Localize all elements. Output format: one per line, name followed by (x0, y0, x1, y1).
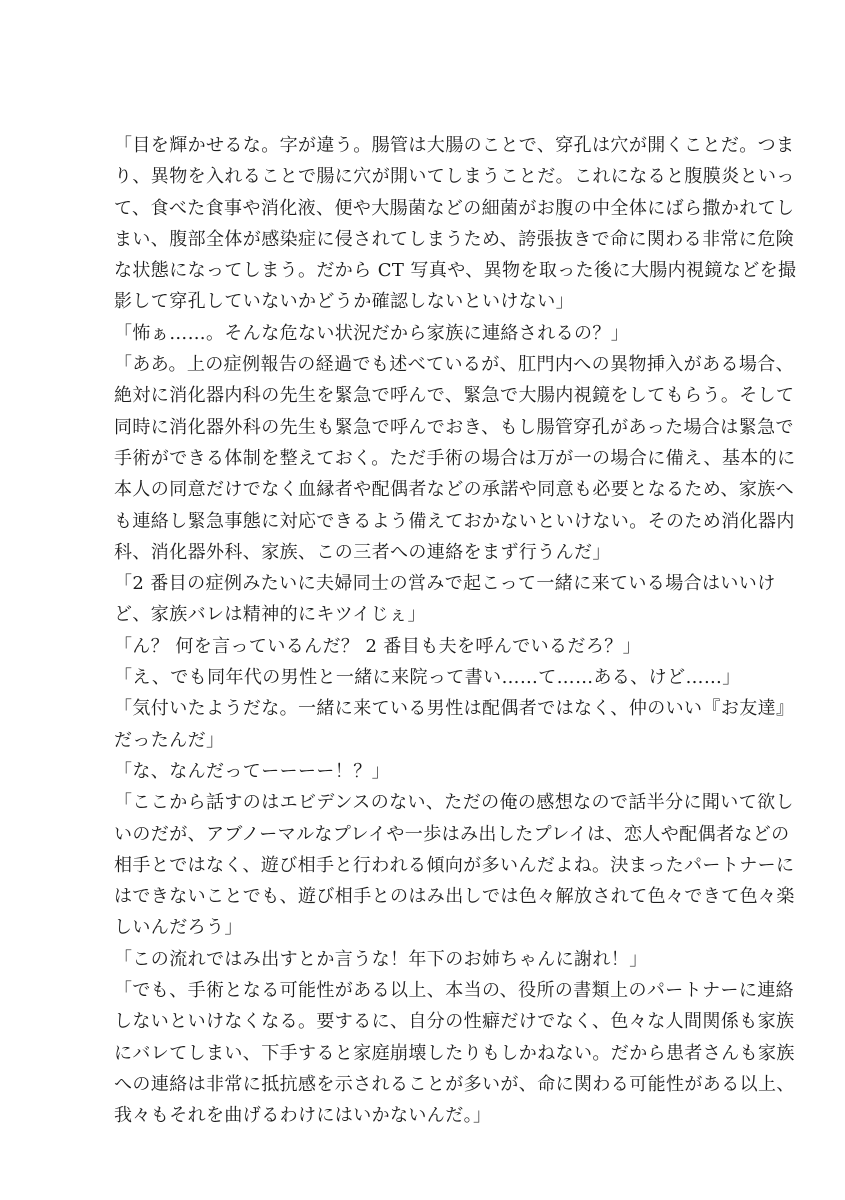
text-line: 「ああ。上の症例報告の経過でも述べているが、肛門内への異物挿入がある場合、 (114, 354, 795, 376)
text-line: 「な、なんだってーーーー！？」 (114, 760, 390, 782)
text-line: 「え、でも同年代の男性と一緒に来院って書い……て……ある、けど……」 (114, 667, 741, 689)
text-line: 同時に消化器外科の先生も緊急で呼んでおき、もし腸管穿孔があった場合は緊急で (114, 416, 794, 438)
text-line: しいんだろう」 (114, 917, 243, 939)
text-line: 「気付いたようだな。一緒に来ている男性は配偶者ではなく、仲のいい『お友達』 (114, 698, 795, 720)
text-line: 絶対に消化器内科の先生を緊急で呼んで、緊急で大腸内視鏡をしてもらう。そして (114, 385, 795, 407)
text-line: だったんだ」 (114, 729, 225, 751)
text-line: いのだが、アブノーマルなプレイや一歩はみ出したプレイは、恋人や配偶者などの (114, 823, 790, 845)
text-line: 影して穿孔していないかどうか確認しないといけない」 (114, 291, 574, 313)
body-text (114, 130, 797, 1132)
text-line: 「怖ぁ……。そんな危ない状況だから家族に連絡されるの？」 (114, 322, 630, 344)
text-line: 本人の同意だけでなく血縁者や配偶者などの承諾や同意も必要となるため、家族へ (114, 479, 795, 501)
text-line: まい、腹部全体が感染症に侵されてしまうため、誇張抜きで命に関わる非常に危険 (114, 228, 795, 250)
text-line: 「2 番目の症例みたいに夫婦同士の営みで起こって一緒に来ている場合はいいけ (114, 573, 776, 595)
text-line: 「ここから話すのはエビデンスのない、ただの俺の感想なので話半分に聞いて欲し (114, 792, 794, 814)
text-line: 「ん？ 何を言っているんだ？ 2 番目も夫を呼んでいるだろ？」 (114, 635, 642, 657)
text-line: 科、消化器外科、家族、この三者への連絡をまず行うんだ」 (114, 541, 611, 563)
text-line: ど、家族バレは精神的にキツイじぇ」 (114, 604, 426, 626)
text-line: な状態になってしまう。だから CT 写真や、異物を取った後に大腸内視鏡などを撮 (114, 260, 797, 282)
text-line: り、異物を入れることで腸に穴が開いてしまうことだ。これになると腹膜炎といっ (114, 166, 795, 188)
text-line: しないといけなくなる。要するに、自分の性癖だけでなく、色々な人間関係も家族 (114, 1011, 795, 1033)
text-line: への連絡は非常に抵抗感を示されることが多いが、命に関わる可能性がある以上、 (114, 1073, 795, 1095)
text-line: も連絡し緊急事態に対応できるよう備えておかないといけない。そのため消化器内 (114, 510, 795, 532)
text-line: 「目を輝かせるな。字が違う。腸管は大腸のことで、穿孔は穴が開くことだ。つま (114, 135, 795, 156)
text-line: て、食べた食事や消化液、便や大腸菌などの細菌がお腹の中全体にばら撒かれてし (114, 197, 795, 219)
text-line: 我々もそれを曲げるわけにはいかないんだ。」 (114, 1105, 492, 1127)
text-line: 手術ができる体制を整えておく。ただ手術の場合は万が一の場合に備え、基本的に (114, 447, 796, 469)
text-line: 「この流れではみ出すとか言うな！年下のお姉ちゃんに謝れ！」 (114, 948, 648, 970)
text-line: にバレてしまい、下手すると家庭崩壊したりもしかねない。だから患者さんも家族 (114, 1042, 795, 1064)
text-line: 相手とではなく、遊び相手と行われる傾向が多いんだよね。決まったパートナーに (114, 854, 795, 876)
text-line: 「でも、手術となる可能性がある以上、本当の、役所の書類上のパートナーに連絡 (114, 980, 795, 1002)
text-line: はできないことでも、遊び相手とのはみ出しでは色々解放されて色々できて色々楽 (114, 886, 795, 908)
